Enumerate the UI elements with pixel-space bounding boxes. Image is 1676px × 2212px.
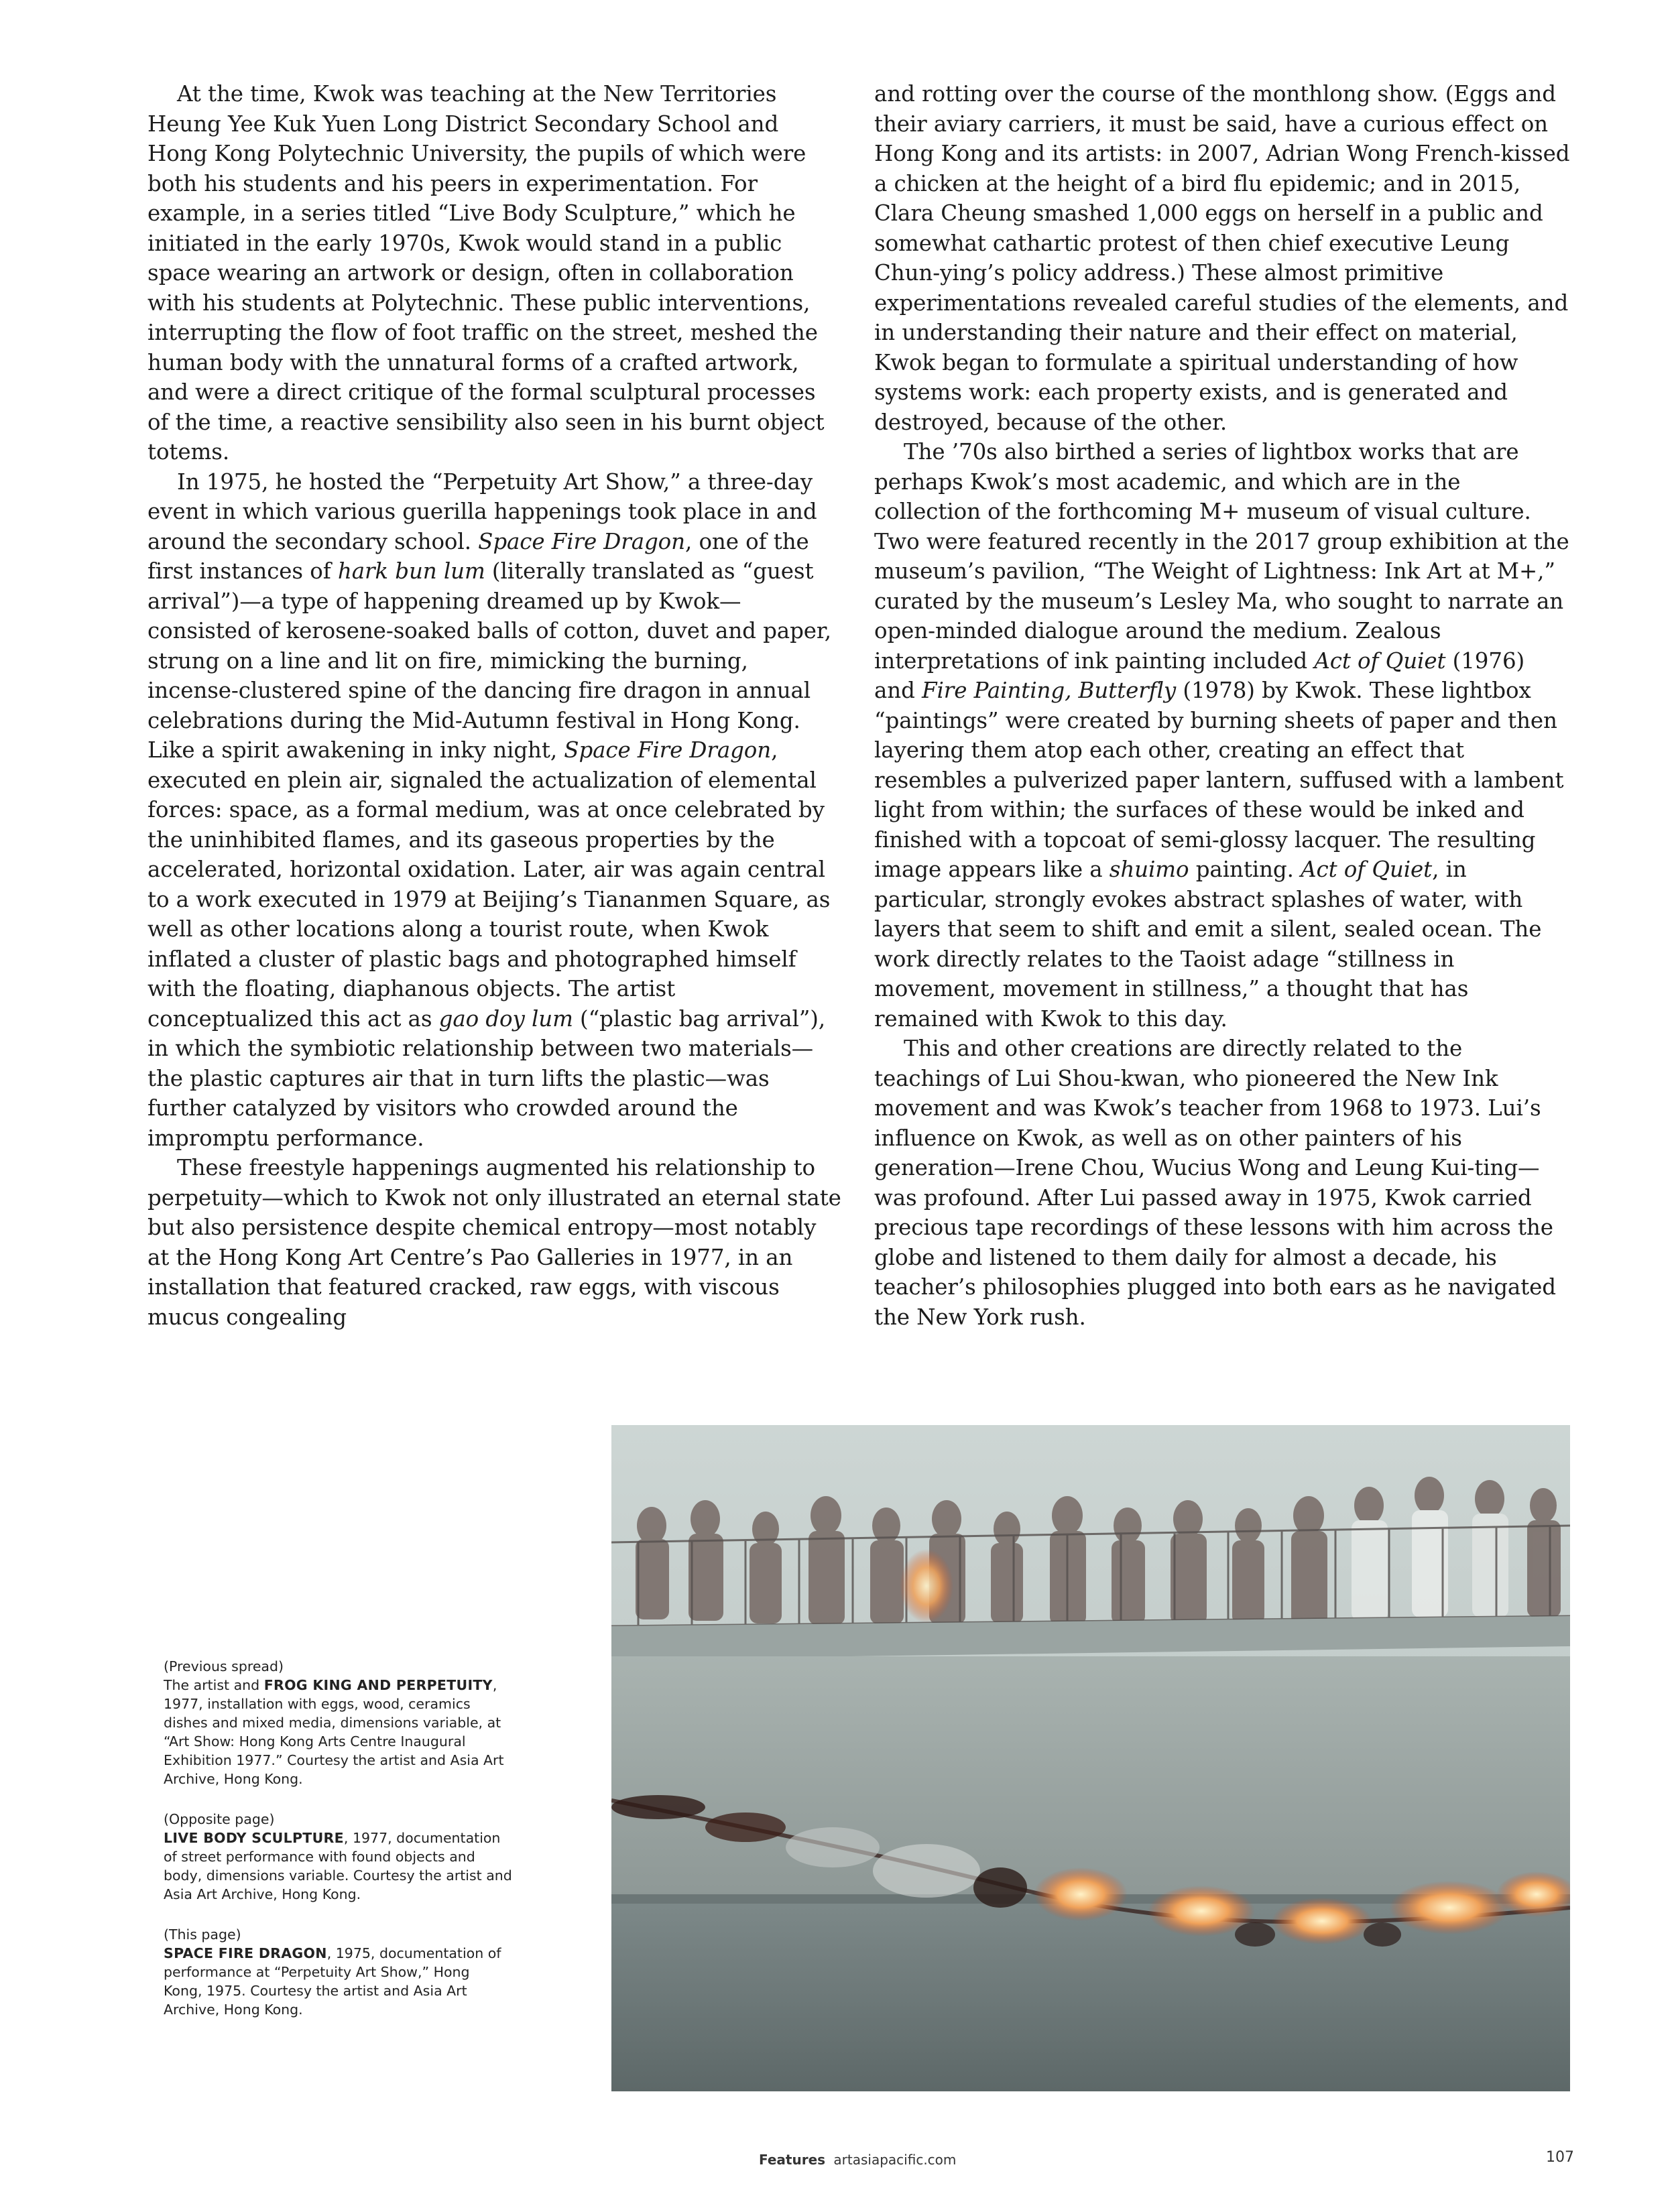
- paragraph-text: In 1975, he hosted the “Perpetuity Art Show,” a three-day event in which various guerilla happenings took place in and around the secondary school.: [147, 469, 817, 554]
- paragraph-text: (1978) by Kwok. These lightbox “paintings” were created by burning sheets of paper and then layering them atop each other, creating an effect that resembles a pulverized paper lantern, suffused with a lambent light from within; the surfaces of these would be inked and finished with a topcoat of semi-glossy lacquer. The resulting image appears like a: [874, 678, 1564, 882]
- footer-section: Features: [759, 2152, 826, 2168]
- italic-title: hark bun lum: [337, 558, 485, 584]
- caption-prefix: The artist and: [164, 1677, 264, 1693]
- paragraph-text: These freestyle happenings augmented his relationship to perpetuity—which to Kwok not only illustrated an eternal state but also persistence despite chemical entropy—most notably at the Hong Kong Art Centre’s Pao Galleries in 1977, in an installation that featured cracked, raw eggs, with viscous mucus congealing: [147, 1155, 841, 1330]
- article-paragraph: [147, 467, 843, 1154]
- paragraph-text: , in particular, strongly evokes abstract splashes of water, with layers that seem to shift and emit a silent, sealed ocean. The work directly relates to the Taoist adage “stillness in movement, movement in stillness,” a thought that has remained with Kwok to this day.: [874, 857, 1542, 1032]
- paragraph-text: painting.: [1189, 857, 1301, 882]
- caption-title: SPACE FIRE DRAGON: [164, 1945, 327, 1961]
- paragraph-text: , one of the first instances of: [147, 528, 809, 584]
- paragraph-text: The ’70s also birthed a series of lightbox works that are perhaps Kwok’s most academic, and which are in the collection of the forthcoming M+ museum of visual culture. Two were featured recently in the 2017 group exhibition at the museum’s pavilion, “The Weight of Lightness: Ink Art at M+,” curated by the museum’s Lesley Ma, who sought to narrate an open-minded dialogue around the medium. Zealous interpretations of ink painting included: [874, 439, 1569, 674]
- space-fire-dragon-photo: [611, 1425, 1570, 2091]
- caption-opposite-page: [164, 1810, 512, 1904]
- concrete-wall: [611, 1656, 1570, 1898]
- photo-illustration: [611, 1425, 1570, 2091]
- article-paragraph: [874, 1034, 1570, 1332]
- caption-previous-spread: [164, 1657, 512, 1788]
- italic-title: Space Fire Dragon: [564, 737, 772, 763]
- caption-context: (Opposite page): [164, 1811, 275, 1827]
- italic-title: Act of Quiet: [1314, 648, 1446, 674]
- caption-details: , 1977, documentation of street performance with found objects and body, dimensions variable. Courtesy the artist and Asia Art Archive, Hong Kong.: [164, 1830, 512, 1902]
- page-number: 107: [1546, 2149, 1574, 2166]
- article-paragraph: [147, 1153, 843, 1332]
- italic-title: shuimo: [1109, 857, 1189, 882]
- photo-captions: [164, 1657, 512, 2040]
- article-right-column: [874, 79, 1570, 1332]
- paragraph-text: At the time, Kwok was teaching at the New Territories Heung Yee Kuk Yuen Long District Secondary School and Hong Kong Polytechnic University, the pupils of which were both his students and his peers in experimentation. For example, in a series titled “Live Body Sculpture,” which he initiated in the early 1970s, Kwok would stand in a public space wearing an artwork or design, often in collaboration with his students at Polytechnic. These public interventions, interrupting the flow of foot traffic on the street, meshed the human body with the unnatural forms of a crafted artwork, and were a direct critique of the formal sculptural processes of the time, a reactive sensibility also seen in his burnt object totems.: [147, 81, 825, 465]
- italic-title: Space Fire Dragon: [478, 528, 685, 554]
- caption-context: (This page): [164, 1926, 241, 1943]
- italic-title: Fire Painting, Butterfly: [922, 678, 1177, 703]
- page-footer: [759, 2152, 956, 2168]
- paragraph-text: , executed en plein air, signaled the actualization of elemental forces: space, as a formal medium, was at once celebrated by the uninhibited flames, and its gaseous properties by the accelerated, horizontal oxidation. Later, air was again central to a work executed in 1979 at Beijing’s Tiananmen Square, as well as other locations along a tourist route, when Kwok inflated a cluster of plastic bags and photographed himself with the floating, diaphanous objects. The artist conceptualized this act as: [147, 737, 831, 1032]
- caption-this-page: [164, 1925, 512, 2019]
- article-left-column: [147, 79, 843, 1332]
- italic-title: gao doy lum: [438, 1005, 573, 1032]
- article-paragraph: [874, 437, 1570, 1034]
- paragraph-text: (literally translated as “guest arrival”)—a type of happening dreamed up by Kwok—consisted of kerosene-soaked balls of cotton, duvet and paper, strung on a line and lit on fire, mimicking the burning, incense-clustered spine of the dancing fire dragon in annual celebrations during the Mid-Autumn festival in Hong Kong. Like a spirit awakening in inky night,: [147, 558, 832, 763]
- italic-title: Act of Quiet: [1301, 857, 1433, 882]
- article-paragraph: [147, 79, 843, 467]
- caption-title: LIVE BODY SCULPTURE: [164, 1830, 344, 1846]
- article-paragraph: [874, 79, 1570, 437]
- caption-title: FROG KING AND PERPETUITY: [263, 1677, 493, 1693]
- paragraph-text: and rotting over the course of the monthlong show. (Eggs and their aviary carriers, it must be said, have a curious effect on Hong Kong and its artists: in 2007, Adrian Wong French-kissed a chicken at the height of a bird flu epidemic; and in 2015, Clara Cheung smashed 1,000 eggs on herself in a public and somewhat cathartic protest of then chief executive Leung Chun-ying’s policy address.) These almost primitive experimentations revealed careful studies of the elements, and in understanding their nature and their effect on material, Kwok began to formulate a spiritual understanding of how systems work: each property exists, and is generated and destroyed, because of the other.: [874, 81, 1570, 435]
- caption-context: (Previous spread): [164, 1658, 284, 1674]
- paragraph-text: This and other creations are directly related to the teachings of Lui Shou-kwan, who pioneered the New Ink movement and was Kwok’s teacher from 1968 to 1973. Lui’s influence on Kwok, as well as on other painters of his generation—Irene Chou, Wucius Wong and Leung Kui-ting—was profound. After Lui passed away in 1975, Kwok carried precious tape recordings of these lessons with him across the globe and listened to them daily for almost a decade, his teacher’s philosophies plugged into both ears as he navigated the New York rush.: [874, 1036, 1556, 1330]
- footer-site: artasiapacific.com: [833, 2152, 957, 2168]
- paragraph-text: (“plastic bag arrival”), in which the symbiotic relationship between two materials—the plastic captures air that in turn lifts the plastic—was further catalyzed by visitors who crowded around the impromptu performance.: [147, 1005, 826, 1151]
- caption-details: , 1975, documentation of performance at “Perpetuity Art Show,” Hong Kong, 1975. Courtesy the artist and Asia Art Archive, Hong Kong.: [164, 1945, 501, 2018]
- paragraph-text: (1976) and: [874, 648, 1525, 703]
- caption-details: , 1977, installation with eggs, wood, ceramics dishes and mixed media, dimensions variable, at “Art Show: Hong Kong Arts Centre Inaugural Exhibition 1977.” Courtesy the artist and Asia Art Archive, Hong Kong.: [164, 1677, 504, 1787]
